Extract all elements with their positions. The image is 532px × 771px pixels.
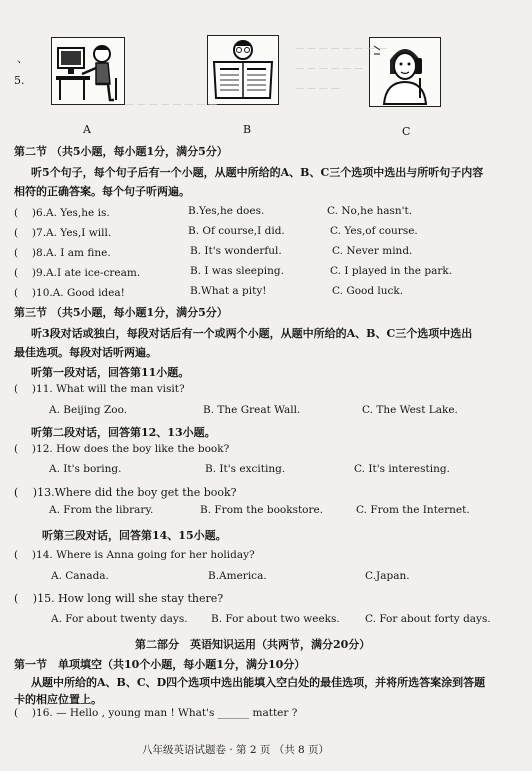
section2-instruction-1: 听5个句子，每个句子后有一个小题，从题中所给的A、B、C三个选项中选出与所听句子内容 [31, 166, 484, 179]
dialog1-heading: 听第一段对话，回答第11小题。 [31, 366, 190, 379]
q14-stem: ( )14. Where is Anna going for her holiday? [14, 549, 255, 561]
q13-option-a: A. From the library. [49, 504, 154, 516]
section3-instruction-2: 最佳选项。每段对话听两遍。 [14, 346, 157, 359]
section3-instruction-1: 听3段对话或独白，每段对话后有一个或两个小题，从题中所给的A、B、C三个选项中选出 [31, 327, 473, 340]
picture-a [51, 37, 125, 105]
dialog2-heading: 听第二段对话，回答第12、13小题。 [31, 426, 216, 439]
q15-option-b: B. For about two weeks. [211, 613, 340, 625]
part2-heading: 第二部分 英语知识运用（共两节，满分20分） [135, 638, 371, 651]
q15-option-c: C. For about forty days. [365, 613, 491, 625]
question-mark: 、 [17, 52, 28, 65]
part2-instruction-2: 卡的相应位置上。 [14, 693, 102, 706]
q12-option-b: B. It's exciting. [205, 463, 286, 475]
picture-label-a: A [83, 123, 91, 136]
q12-stem: ( )12. How does the boy like the book? [14, 443, 230, 455]
q10-option-c: C. Good luck. [332, 285, 404, 297]
part2-instruction-1: 从题中所给的A、B、C、D四个选项中选出能填入空白处的最佳选项，并将所选答案涂到答题 [31, 676, 486, 689]
section3-heading: 第三节 （共5小题，每小题1分，满分5分） [14, 306, 228, 319]
q15-stem: ( )15. How long will she stay there? [14, 592, 224, 605]
question-number: 5. [14, 74, 25, 87]
q15-option-a: A. For about twenty days. [51, 613, 188, 625]
q7-number-a: ( )7.A. Yes,I will. [14, 227, 112, 239]
q11-option-a: A. Beijing Zoo. [49, 404, 128, 416]
q14-option-a: A. Canada. [51, 570, 109, 582]
q7-option-b: B. Of course,I did. [188, 225, 285, 237]
part2-section1-heading: 第一节 单项填空（共10个小题，每小题1分，满分10分） [14, 658, 306, 671]
q11-option-b: B. The Great Wall. [203, 404, 301, 416]
q6-option-c: C. No,he hasn't. [327, 205, 413, 217]
q6-option-b: B.Yes,he does. [188, 205, 265, 217]
q14-option-b: B.America. [208, 570, 267, 582]
q9-number-a: ( )9.A.I ate ice-cream. [14, 267, 141, 279]
q14-option-c: C.Japan. [365, 570, 410, 582]
q8-option-c: C. Never mind. [332, 245, 413, 257]
picture-label-b: B [243, 123, 252, 136]
q12-option-c: C. It's interesting. [354, 463, 450, 475]
q9-option-c: C. I played in the park. [330, 265, 453, 277]
picture-b [207, 35, 279, 105]
q16-stem: ( )16. — Hello , young man ! What's ______ matter ? [14, 707, 298, 719]
q13-option-c: C. From the Internet. [356, 504, 470, 516]
q11-option-c: C. The West Lake. [362, 404, 458, 416]
q11-stem: ( )11. What will the man visit? [14, 383, 185, 395]
person-reading-newspaper-icon [208, 36, 278, 104]
q8-number-a: ( )8.A. I am fine. [14, 247, 111, 259]
section2-instruction-2: 相符的正确答案。每个句子听两遍。 [14, 185, 190, 198]
q9-option-b: B. I was sleeping. [190, 265, 284, 277]
picture-label-c: C [402, 125, 411, 138]
q8-option-b: B. It's wonderful. [190, 245, 282, 257]
dialog3-heading: 听第三段对话，回答第14、15小题。 [42, 529, 227, 542]
q10-option-b: B.What a pity! [190, 285, 267, 297]
q13-option-b: B. From the bookstore. [200, 504, 324, 516]
page-footer: 八年级英语试题卷 · 第 2 页 （共 8 页） [142, 744, 330, 756]
q13-stem: ( )13.Where did the boy get the book? [14, 486, 237, 499]
person-at-computer-icon [52, 38, 124, 104]
q12-option-a: A. It's boring. [49, 463, 122, 475]
q6-number-a: ( )6.A. Yes,he is. [14, 207, 110, 219]
section2-heading: 第二节 （共5小题，每小题1分，满分5分） [14, 145, 228, 158]
q7-option-c: C. Yes,of course. [330, 225, 418, 237]
q10-number-a: ( )10.A. Good idea! [14, 287, 125, 299]
